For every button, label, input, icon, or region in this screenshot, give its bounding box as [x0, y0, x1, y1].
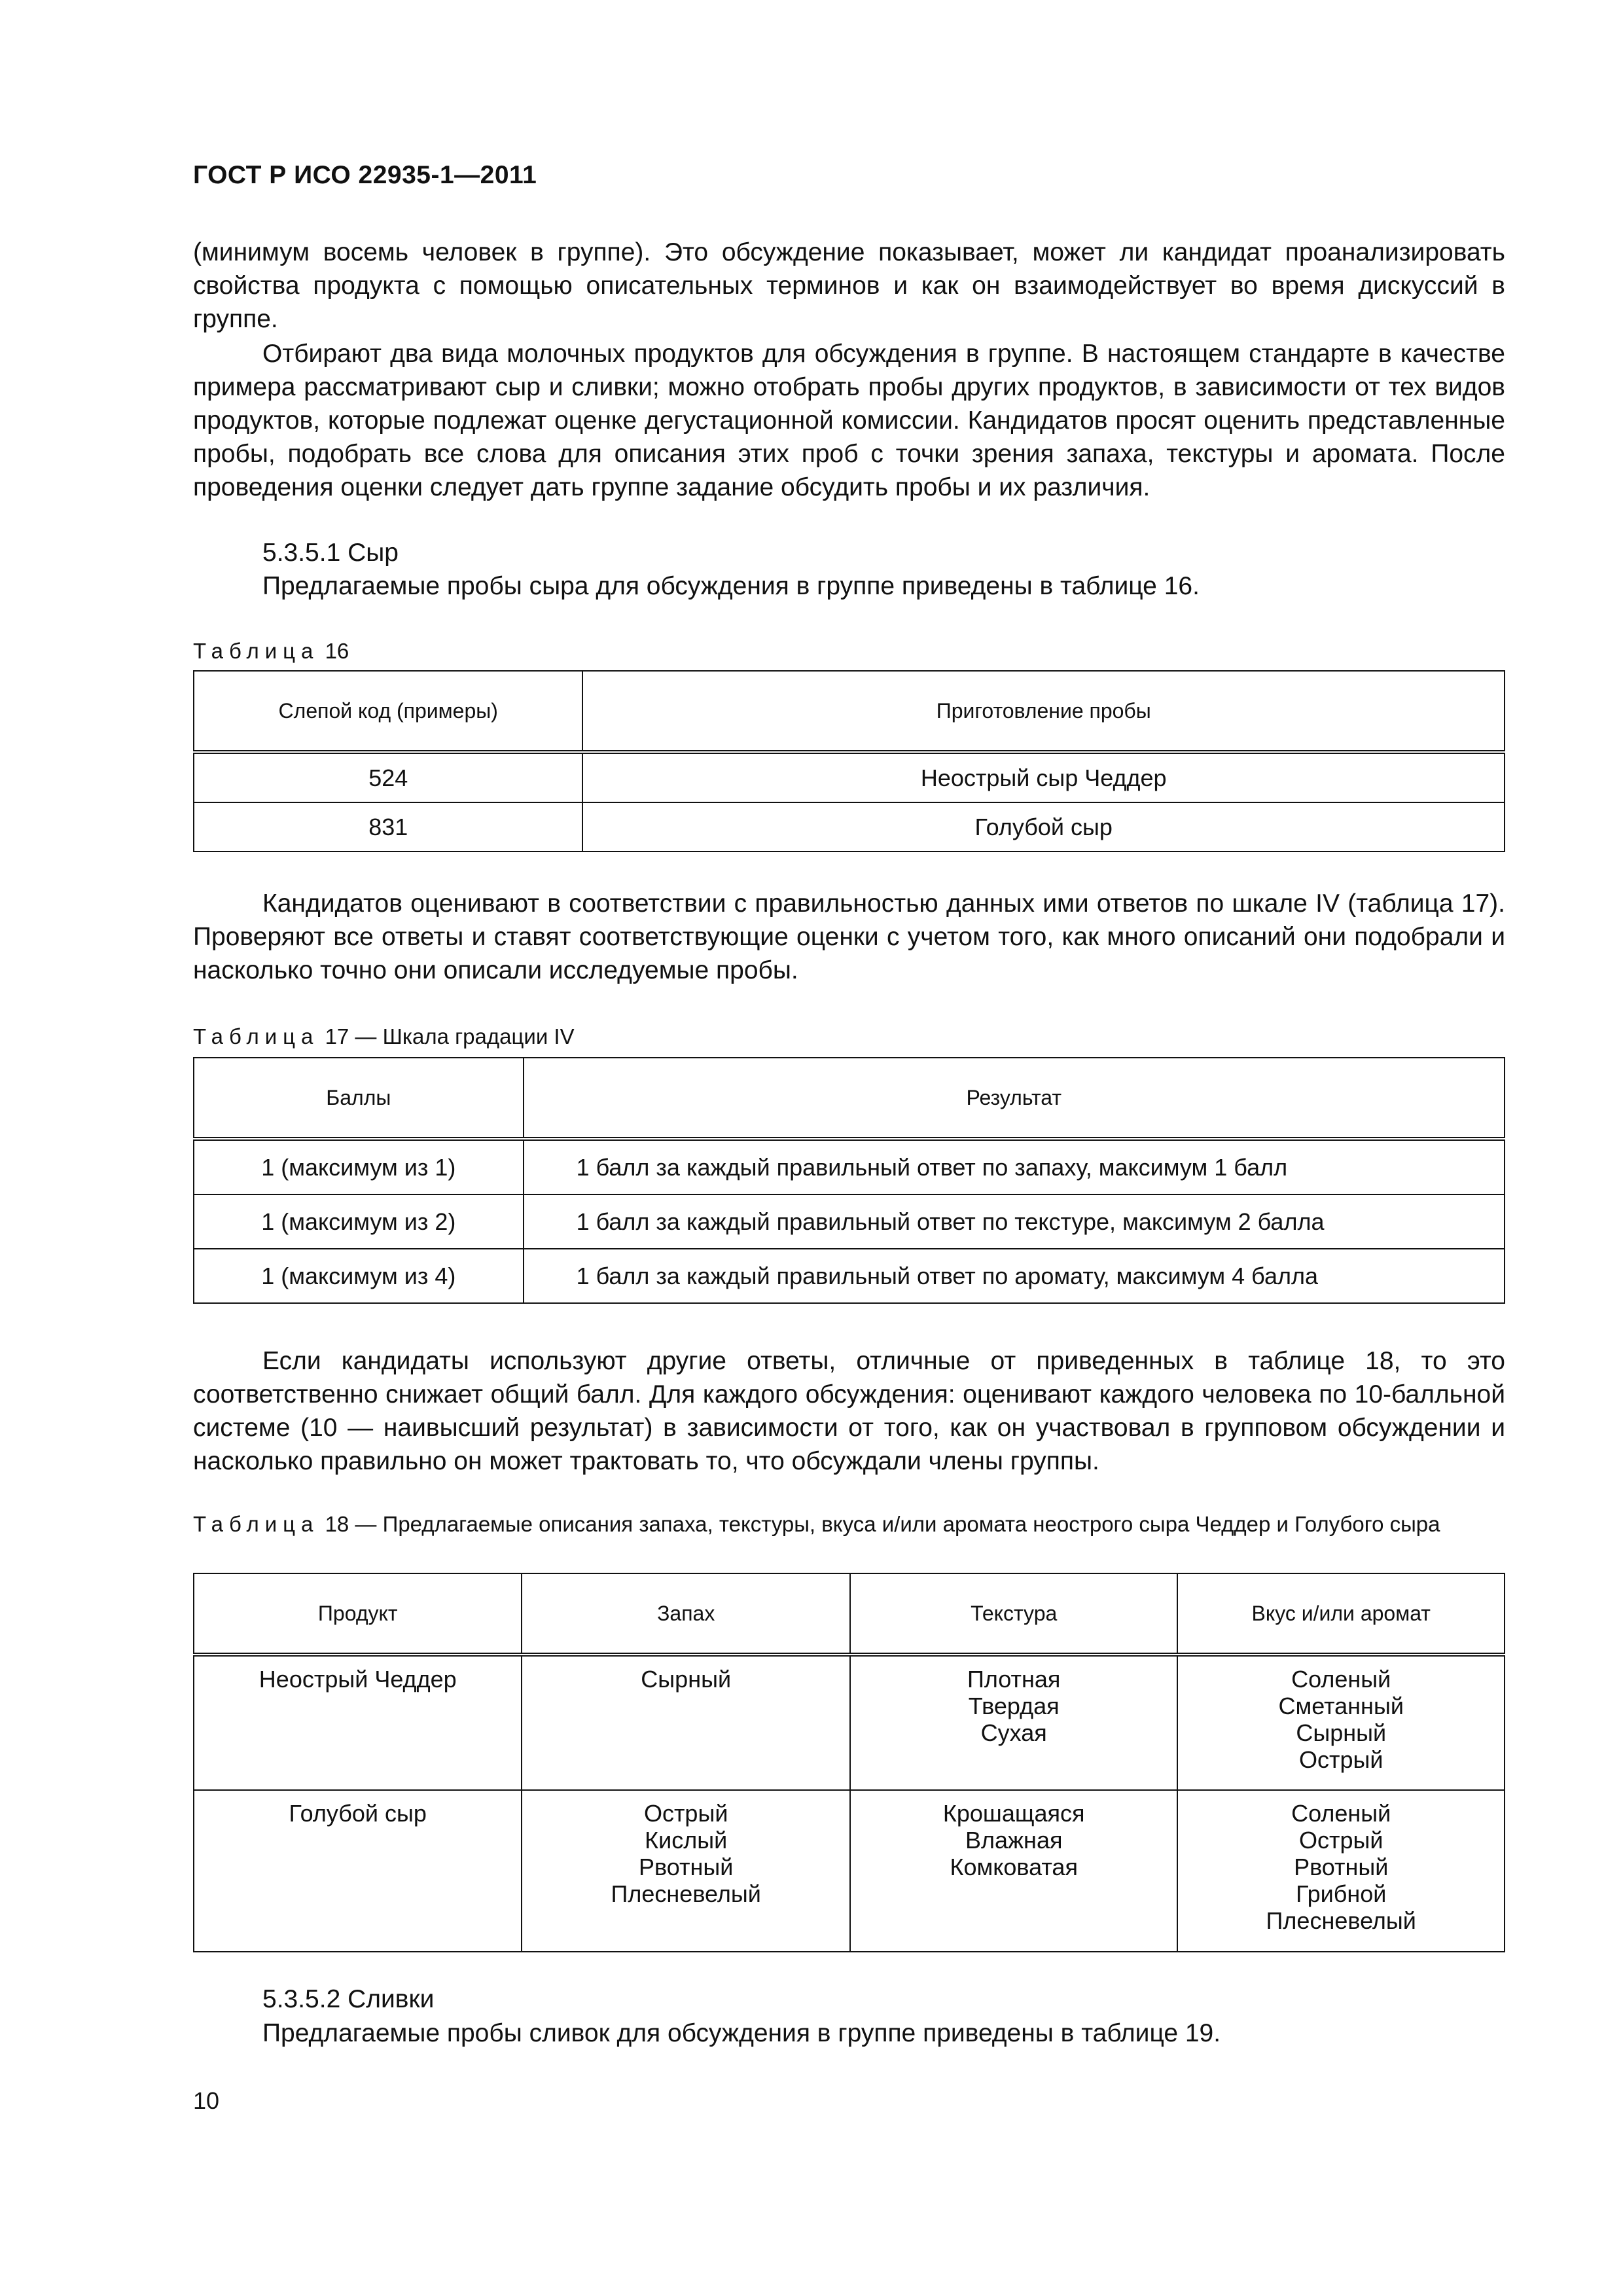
table-header-cell: Вкус и/или аромат: [1177, 1573, 1505, 1655]
descriptor: Острый: [643, 1800, 728, 1827]
table-row: [194, 802, 1505, 852]
descriptor: Рвотный: [639, 1854, 734, 1880]
table-header-cell: Результат: [524, 1058, 1505, 1139]
descriptor: Острый: [1298, 1746, 1383, 1773]
table-row: [194, 1249, 1505, 1303]
descriptor: Грибной: [1296, 1880, 1387, 1907]
table-cell-texture: [850, 1655, 1178, 1790]
table-header-cell: Приготовление пробы: [582, 671, 1505, 752]
table-cell-smell: [522, 1655, 850, 1790]
descriptor: Рвотный: [1294, 1854, 1389, 1880]
descriptor: Сметанный: [1278, 1693, 1404, 1719]
descriptor: Твердая: [968, 1693, 1060, 1719]
intro-paragraph-1: (минимум восемь человек в группе). Это обсуждение показывает, может ли кандидат проанализировать свойства продукта с помощью описательных терминов и как он взаимодействует во время дискуссий в группе.: [193, 238, 1505, 333]
table-cell-texture: [850, 1790, 1178, 1952]
document-page: [193, 0, 1505, 2296]
clause-5-3-5-2-text: Предлагаемые пробы сливок для обсуждения в группе приведены в таблице 19.: [262, 2019, 1221, 2047]
descriptor: Соленый: [1291, 1666, 1391, 1693]
table-cell-taste: [1177, 1655, 1505, 1790]
table-16-caption: [193, 637, 1505, 666]
product-name: Неострый Чеддер: [259, 1666, 457, 1693]
table-row: [194, 752, 1505, 802]
table-label: Таблица: [193, 639, 319, 663]
descriptor: Острый: [1298, 1827, 1383, 1854]
table-cell-taste: [1177, 1790, 1505, 1952]
middle-paragraph-2: Если кандидаты используют другие ответы, отличные от приведенных в таблице 18, то это соответственно снижает общий балл. Для каждого обсуждения: оценивают каждого человека по 10-балльной системе (10 — наивысший результат) в зависимости от того, как он участвовал в групповом обсуждении и насколько правильно он может трактовать то, что обсуждали члены группы.: [193, 1347, 1505, 1475]
table-header-cell: Баллы: [194, 1058, 524, 1139]
table-header-cell: Продукт: [194, 1573, 522, 1655]
table-row: [194, 1655, 1505, 1790]
descriptor: Соленый: [1291, 1800, 1391, 1827]
table-row: [194, 1790, 1505, 1952]
intro-paragraph-2: Отбирают два вида молочных продуктов для обсуждения в группе. В настоящем стандарте в качестве примера рассматривают сыр и сливки; можно отобрать пробы других продуктов, в зависимости от тех видов продуктов, которые подлежат оценке дегустационной комиссии. Кандидатов просят оценить представленные пробы, подобрать все слова для описания этих проб с точки зрения запаха, текстуры и аромата. После проведения оценки следует дать группе задание обсудить пробы и их различия.: [193, 340, 1505, 501]
product-name: Голубой сыр: [289, 1800, 427, 1827]
table-cell: Неострый сыр Чеддер: [582, 752, 1505, 802]
descriptor: Плесневелый: [611, 1880, 761, 1907]
table-cell: 1 балл за каждый правильный ответ по текстуре, максимум 2 балла: [524, 1194, 1505, 1249]
table-cell-product: [194, 1655, 522, 1790]
table-cell: 1 (максимум из 2): [194, 1194, 524, 1249]
table-title: 17 — Шкала градации IV: [325, 1024, 575, 1049]
table-cell-product: [194, 1790, 522, 1952]
middle-paragraph-1: Кандидатов оценивают в соответствии с правильностью данных ими ответов по шкале IV (таблица 17). Проверяют все ответы и ставят соответствующие оценки с учетом того, как много описаний они подобрали и насколько точно они описали исследуемые пробы.: [193, 889, 1505, 984]
table-cell: 1 (максимум из 1): [194, 1139, 524, 1194]
document-header: ГОСТ Р ИСО 22935-1—2011: [193, 161, 537, 189]
table-18: [193, 1573, 1505, 1952]
descriptor: Комковатая: [950, 1854, 1078, 1880]
clause-5-3-5-1-heading: 5.3.5.1 Сыр: [262, 539, 399, 567]
table-cell-smell: [522, 1790, 850, 1952]
descriptor: Влажная: [965, 1827, 1063, 1854]
table-cell: Голубой сыр: [582, 802, 1505, 852]
descriptor: Сухая: [980, 1719, 1047, 1746]
table-row: [194, 1194, 1505, 1249]
clause-5-3-5-2-heading: 5.3.5.2 Сливки: [262, 1985, 435, 2013]
page-number: 10: [193, 2087, 220, 2114]
descriptor: Кислый: [645, 1827, 728, 1854]
table-18-caption: [193, 1510, 1505, 1539]
clause-5-3-5-1-text: Предлагаемые пробы сыра для обсуждения в группе приведены в таблице 16.: [262, 572, 1200, 600]
table-cell: 1 (максимум из 4): [194, 1249, 524, 1303]
table-header-cell: Слепой код (примеры): [194, 671, 582, 752]
table-title: 18 — Предлагаемые описания запаха, текстуры, вкуса и/или аромата неострого сыра Чеддер и Голубого сыра: [325, 1512, 1440, 1536]
table-header-cell: Запах: [522, 1573, 850, 1655]
descriptor: Крошащаяся: [942, 1800, 1085, 1827]
table-row: [194, 1139, 1505, 1194]
descriptor: Сырный: [641, 1666, 732, 1693]
descriptor: Плотная: [967, 1666, 1061, 1693]
table-cell: 1 балл за каждый правильный ответ по запаху, максимум 1 балл: [524, 1139, 1505, 1194]
descriptor: Плесневелый: [1266, 1907, 1416, 1934]
table-label: Таблица: [193, 1512, 319, 1536]
table-cell: 524: [194, 752, 582, 802]
table-cell: 831: [194, 802, 582, 852]
descriptor: Сырный: [1296, 1719, 1387, 1746]
table-17-caption: [193, 1022, 1505, 1051]
table-header-cell: Текстура: [850, 1573, 1178, 1655]
table-cell: 1 балл за каждый правильный ответ по аромату, максимум 4 балла: [524, 1249, 1505, 1303]
table-16: [193, 670, 1505, 852]
table-label: Таблица: [193, 1024, 319, 1049]
table-17: [193, 1057, 1505, 1304]
table-number: 16: [325, 639, 349, 663]
